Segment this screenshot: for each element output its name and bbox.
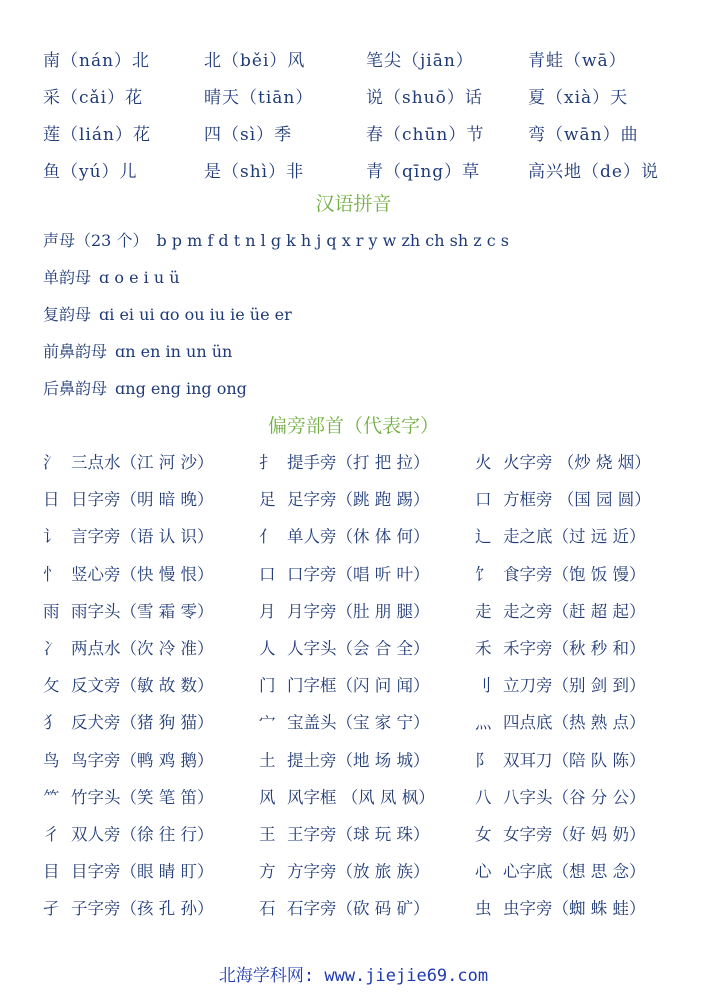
- vocab-item: 采（cǎi）花: [43, 88, 144, 108]
- radical-description: 方字旁（放 旅 族）: [287, 862, 430, 882]
- pinyin-label: 声母（23 个）: [43, 231, 149, 250]
- radical-entry: [475, 896, 646, 922]
- radical-glyph: 火: [475, 453, 492, 472]
- pinyin-row: [43, 376, 683, 413]
- radical-description: 三点水（江 河 沙）: [71, 453, 214, 472]
- vocab-row: [43, 85, 683, 122]
- radical-description: 双耳刀（陪 队 陈）: [503, 750, 646, 770]
- radical-entry: [43, 822, 214, 848]
- radical-glyph: 孑: [43, 899, 60, 919]
- radical-glyph: 宀: [259, 713, 276, 733]
- radical-entry: [475, 859, 646, 885]
- radical-glyph: ⺮: [43, 787, 60, 807]
- radical-entry: [43, 748, 214, 774]
- radical-entry: [475, 450, 651, 476]
- radical-glyph: 女: [475, 824, 492, 844]
- radical-description: 风字框 （风 凤 枫）: [287, 787, 435, 807]
- radical-glyph: 风: [259, 787, 276, 807]
- radical-description: 王字旁（球 玩 珠）: [287, 824, 430, 844]
- radical-glyph: 人: [259, 638, 276, 658]
- pinyin-label: 复韵母: [43, 305, 92, 324]
- radical-row: [43, 450, 683, 487]
- radical-description: 走之旁（赶 超 起）: [503, 601, 646, 621]
- radical-entry: [475, 524, 646, 550]
- radical-entry: [259, 710, 430, 736]
- radical-glyph: 土: [259, 750, 276, 770]
- radical-entry: [43, 636, 214, 662]
- radical-entry: [475, 487, 651, 513]
- radical-row: [43, 562, 683, 599]
- radical-entry: [259, 599, 430, 625]
- radical-row: [43, 785, 683, 822]
- radical-description: 两点水（次 冷 准）: [71, 638, 214, 658]
- radical-glyph: 亻: [259, 527, 276, 547]
- radical-glyph: 讠: [43, 527, 60, 547]
- radical-entry: [259, 785, 435, 811]
- pinyin-label: 后鼻韵母: [43, 379, 108, 398]
- vocab-item: 北（běi）风: [204, 51, 306, 71]
- radical-description: 石字旁（砍 码 矿）: [287, 899, 430, 919]
- radical-glyph: 饣: [475, 564, 492, 584]
- vocab-item: 四（sì）季: [204, 125, 293, 145]
- radical-entry: [43, 785, 214, 811]
- radical-description: 方框旁 （国 园 圆）: [503, 490, 651, 510]
- radical-glyph: 灬: [475, 713, 492, 733]
- radical-description: 宝盖头（宝 家 宁）: [287, 713, 430, 733]
- radicals-section-title: 偏旁部首（代表字）: [267, 415, 439, 437]
- vocab-item: 笔尖（jiān）: [366, 51, 474, 71]
- radical-glyph: 走: [475, 601, 492, 621]
- footer-site-link[interactable]: 北海学科网: www.jiejie69.com: [218, 966, 489, 986]
- vocab-row: [43, 122, 683, 159]
- radical-description: 火字旁 （炒 烧 烟）: [503, 453, 651, 472]
- radical-entry: [259, 450, 430, 476]
- radical-description: 子字旁（孩 孔 孙）: [71, 899, 214, 919]
- vocab-row: [43, 48, 683, 85]
- radicals-table: [43, 450, 683, 933]
- radical-glyph: 犭: [43, 713, 60, 733]
- radical-row: [43, 599, 683, 636]
- radical-glyph: 心: [475, 862, 492, 882]
- radical-glyph: 冫: [43, 638, 60, 658]
- radical-entry: [43, 673, 214, 699]
- radical-entry: [475, 599, 646, 625]
- radical-row: [43, 673, 683, 710]
- radical-description: 雨字头（雪 霜 零）: [71, 601, 214, 621]
- radical-description: 口字旁（唱 听 叶）: [287, 564, 430, 584]
- radical-glyph: 阝: [475, 750, 492, 770]
- radical-description: 单人旁（休 体 何）: [287, 527, 430, 547]
- radical-description: 心字底（想 思 念）: [503, 862, 646, 882]
- radical-entry: [43, 710, 214, 736]
- pinyin-label: 前鼻韵母: [43, 342, 108, 361]
- radical-glyph: 辶: [475, 527, 492, 547]
- radical-glyph: 鸟: [43, 750, 60, 770]
- radical-glyph: 雨: [43, 601, 60, 621]
- pinyin-items: ɑng eng ing ong: [115, 379, 247, 398]
- radical-glyph: 日: [43, 490, 60, 510]
- radical-row: [43, 710, 683, 747]
- radical-entry: [259, 896, 430, 922]
- radical-glyph: 月: [259, 601, 276, 621]
- radical-description: 竹字头（笑 笔 笛）: [71, 787, 214, 807]
- radical-description: 言字旁（语 认 识）: [71, 527, 214, 547]
- radical-description: 立刀旁（别 剑 到）: [503, 676, 646, 696]
- radical-glyph: 王: [259, 824, 276, 844]
- radical-entry: [43, 450, 214, 476]
- pinyin-list: [43, 228, 683, 413]
- pinyin-row: [43, 265, 683, 302]
- radical-glyph: 门: [259, 676, 276, 696]
- radical-description: 走之底（过 远 近）: [503, 527, 646, 547]
- radical-row: [43, 859, 683, 896]
- radical-entry: [43, 562, 214, 588]
- radical-entry: [475, 822, 646, 848]
- radical-entry: [259, 524, 430, 550]
- vocab-item: 春（chūn）节: [366, 125, 485, 145]
- vocab-item: 莲（lián）花: [43, 125, 151, 145]
- radical-entry: [259, 673, 430, 699]
- radical-description: 女字旁（好 妈 奶）: [503, 824, 646, 844]
- radical-glyph: 氵: [43, 453, 60, 472]
- radical-row: [43, 524, 683, 561]
- radical-entry: [43, 859, 214, 885]
- radical-glyph: 忄: [43, 564, 60, 584]
- radical-description: 八字头（谷 分 公）: [503, 787, 646, 807]
- radical-row: [43, 636, 683, 673]
- radical-glyph: 石: [259, 899, 276, 919]
- radical-glyph: 扌: [259, 453, 276, 472]
- radical-entry: [43, 524, 214, 550]
- radical-entry: [259, 562, 430, 588]
- radical-description: 禾字旁（秋 秒 和）: [503, 638, 646, 658]
- radical-glyph: 方: [259, 862, 276, 882]
- radical-glyph: 口: [475, 490, 492, 510]
- pinyin-items: ɑi ei ui ɑo ou iu ie üe er: [99, 305, 292, 324]
- radical-entry: [259, 748, 430, 774]
- vocab-item: 青（qīng）草: [366, 162, 481, 182]
- radical-glyph: 禾: [475, 638, 492, 658]
- radical-description: 反犬旁（猪 狗 猫）: [71, 713, 214, 733]
- radical-row: [43, 822, 683, 859]
- radical-description: 目字旁（眼 睛 盯）: [71, 862, 214, 882]
- radical-entry: [475, 748, 646, 774]
- radical-description: 双人旁（徐 往 行）: [71, 824, 214, 844]
- vocab-item: 夏（xià）天: [528, 88, 629, 108]
- radical-entry: [259, 636, 430, 662]
- radical-description: 鸟字旁（鸭 鸡 鹅）: [71, 750, 214, 770]
- radical-glyph: 虫: [475, 899, 492, 919]
- radical-entry: [475, 710, 646, 736]
- vocab-item: 青蛙（wā）: [528, 51, 627, 71]
- radical-glyph: 口: [259, 564, 276, 584]
- radical-row: [43, 896, 683, 933]
- pinyin-row: [43, 302, 683, 339]
- radical-description: 足字旁（跳 跑 踢）: [287, 490, 430, 510]
- radical-description: 日字旁（明 暗 晚）: [71, 490, 214, 510]
- radical-glyph: 八: [475, 787, 492, 807]
- radical-entry: [43, 487, 214, 513]
- pinyin-section-title: 汉语拼音: [315, 193, 392, 215]
- radical-glyph: 足: [259, 490, 276, 510]
- radical-glyph: 刂: [475, 676, 492, 696]
- radical-row: [43, 748, 683, 785]
- radical-entry: [259, 822, 430, 848]
- radical-entry: [475, 673, 646, 699]
- pinyin-row: [43, 228, 683, 265]
- radical-entry: [475, 785, 646, 811]
- vocab-item: 高兴地（de）说: [528, 162, 659, 182]
- radical-row: [43, 487, 683, 524]
- vocab-item: 说（shuō）话: [366, 88, 483, 108]
- radical-description: 提手旁（打 把 拉）: [287, 453, 430, 472]
- vocab-item: 鱼（yú）儿: [43, 162, 138, 182]
- radical-description: 竖心旁（快 慢 恨）: [71, 564, 214, 584]
- radical-glyph: 目: [43, 862, 60, 882]
- radical-description: 提土旁（地 场 城）: [287, 750, 430, 770]
- pinyin-items: ɑ o e i u ü: [99, 268, 180, 287]
- pinyin-items: ɑn en in un ün: [115, 342, 233, 361]
- pinyin-items: b p m f d t n l g k h j q x r y w zh ch sh z c s: [156, 231, 509, 250]
- vocab-item: 南（nán）北: [43, 51, 151, 71]
- vocab-item: 是（shì）非: [204, 162, 305, 182]
- radical-entry: [43, 896, 214, 922]
- vocabulary-table: [43, 48, 683, 196]
- pinyin-row: [43, 339, 683, 376]
- vocab-item: 弯（wān）曲: [528, 125, 639, 145]
- pinyin-label: 单韵母: [43, 268, 92, 287]
- radical-glyph: 彳: [43, 824, 60, 844]
- radical-description: 月字旁（肚 朋 腿）: [287, 601, 430, 621]
- radical-description: 食字旁（饱 饭 馒）: [503, 564, 646, 584]
- vocab-item: 晴天（tiān）: [204, 88, 314, 108]
- radical-entry: [43, 599, 214, 625]
- radical-description: 虫字旁（蜘 蛛 蛙）: [503, 899, 646, 919]
- radical-description: 人字头（会 合 全）: [287, 638, 430, 658]
- radical-description: 反文旁（敏 故 数）: [71, 676, 214, 696]
- radical-glyph: 攵: [43, 676, 60, 696]
- radical-entry: [259, 487, 430, 513]
- radical-description: 门字框（闪 问 闻）: [287, 676, 430, 696]
- radical-entry: [259, 859, 430, 885]
- radical-description: 四点底（热 熟 点）: [503, 713, 646, 733]
- radical-entry: [475, 636, 646, 662]
- radical-entry: [475, 562, 646, 588]
